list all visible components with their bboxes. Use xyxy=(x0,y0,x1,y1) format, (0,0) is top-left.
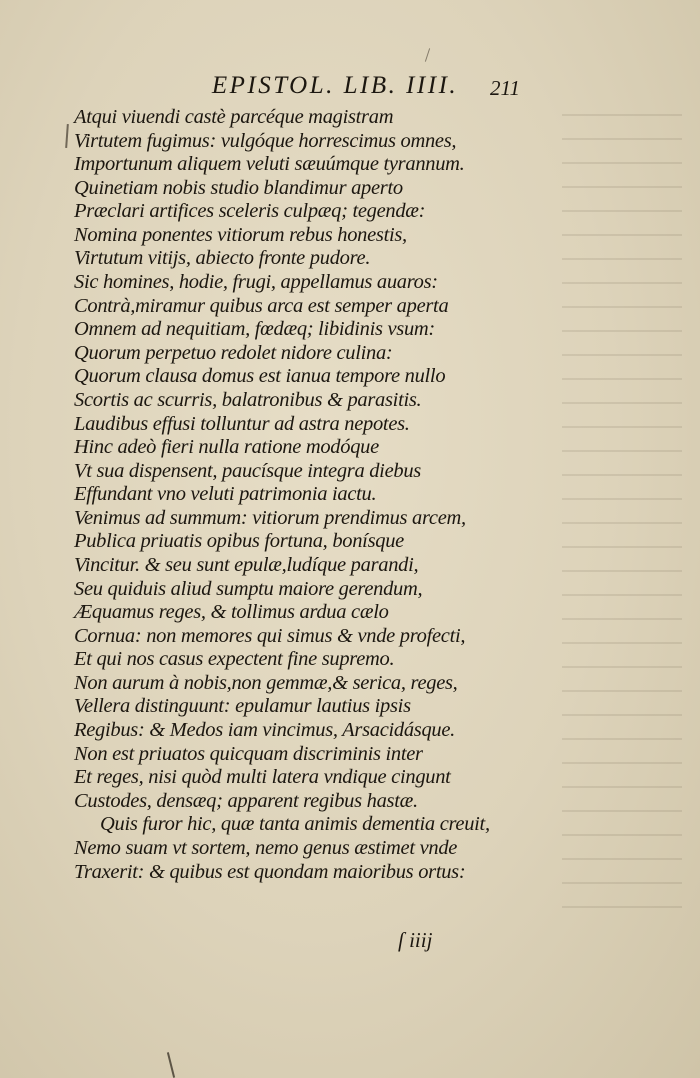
verse-line: Contrà,miramur quibus arca est semper aperta xyxy=(74,294,449,317)
signature-mark: ſ iiij xyxy=(398,928,433,952)
verse-line: Atqui viuendi castè parcéque magistram xyxy=(74,106,394,128)
bleed-through-text xyxy=(562,100,682,920)
verse-line: Non aurum à nobis,non gemmæ,& serica, reges, xyxy=(74,671,458,694)
page-number: 211 xyxy=(490,76,520,100)
verse-line: Venimus ad summum: vitiorum prendimus arcem, xyxy=(74,506,466,529)
margin-mark xyxy=(167,1052,175,1078)
margin-mark xyxy=(425,48,430,62)
verse-line: Non est priuatos quicquam discriminis inter xyxy=(74,742,423,765)
verse-line: Nemo suam vt sortem, nemo genus æstimet vnde xyxy=(74,836,458,859)
verse-line: Et qui nos casus expectent fine supremo. xyxy=(74,648,395,671)
verse-line: Custodes, densæq; apparent regibus hastæ. xyxy=(74,789,418,812)
verse-line: Importunum aliquem veluti sæuúmque tyrannum. xyxy=(74,153,465,176)
verse-line: Hinc adeò fieri nulla ratione modóque xyxy=(74,436,379,459)
verse-line: Cornua: non memores qui simus & vnde profecti, xyxy=(74,624,466,647)
verse-line: Omnem ad nequitiam, fœdæq; libidinis vsum: xyxy=(74,318,435,341)
verse-line: Præclari artifices sceleris culpæq; tegendæ: xyxy=(74,200,426,223)
verse-line: Et reges, nisi quòd multi latera vndique cingunt xyxy=(74,766,451,789)
verse-line: Quinetiam nobis studio blandimur aperto xyxy=(74,176,403,199)
verse-line: Virtutem fugimus: vulgóque horrescimus omnes, xyxy=(74,129,457,152)
verse-text xyxy=(74,106,514,884)
verse-line: Quorum clausa domus est ianua tempore nullo xyxy=(74,365,446,388)
verse-line: Laudibus effusi tolluntur ad astra nepotes. xyxy=(74,412,410,435)
verse-line: Virtutum vitijs, abiecto fronte pudore. xyxy=(74,247,371,270)
verse-line: Scortis ac scurris, balatronibus & parasitis. xyxy=(74,388,422,411)
verse-line: Æquamus reges, & tollimus ardua cælo xyxy=(74,601,389,624)
verse-line: Nomina ponentes vitiorum rebus honestis, xyxy=(74,223,407,246)
margin-bracket xyxy=(65,124,69,148)
verse-line: Vt sua dispensent, paucísque integra diebus xyxy=(74,459,421,482)
verse-line: Seu quiduis aliud sumptu maiore gerendum, xyxy=(74,577,423,600)
verse-line: Traxerit: & quibus est quondam maioribus ortus: xyxy=(74,860,466,883)
verse-line: Quorum perpetuo redolet nidore culina: xyxy=(74,341,393,364)
verse-line: Effundant vno veluti patrimonia iactu. xyxy=(74,483,377,506)
verse-line: Quis furor hic, quæ tanta animis dementia creuit, xyxy=(100,813,490,836)
verse-line: Vincitur. & seu sunt epulæ,ludíque parandi, xyxy=(74,553,419,576)
verse-line: Sic homines, hodie, frugi, appellamus auaros: xyxy=(74,271,438,294)
verse-line: Regibus: & Medos iam vincimus, Arsacidásque. xyxy=(74,719,455,742)
running-title: EPISTOL. LIB. IIII. xyxy=(211,72,459,99)
verse-line: Vellera distinguunt: epulamur lautius ipsis xyxy=(74,695,411,718)
verse-line: Publica priuatis opibus fortuna, bonísque xyxy=(74,530,404,553)
